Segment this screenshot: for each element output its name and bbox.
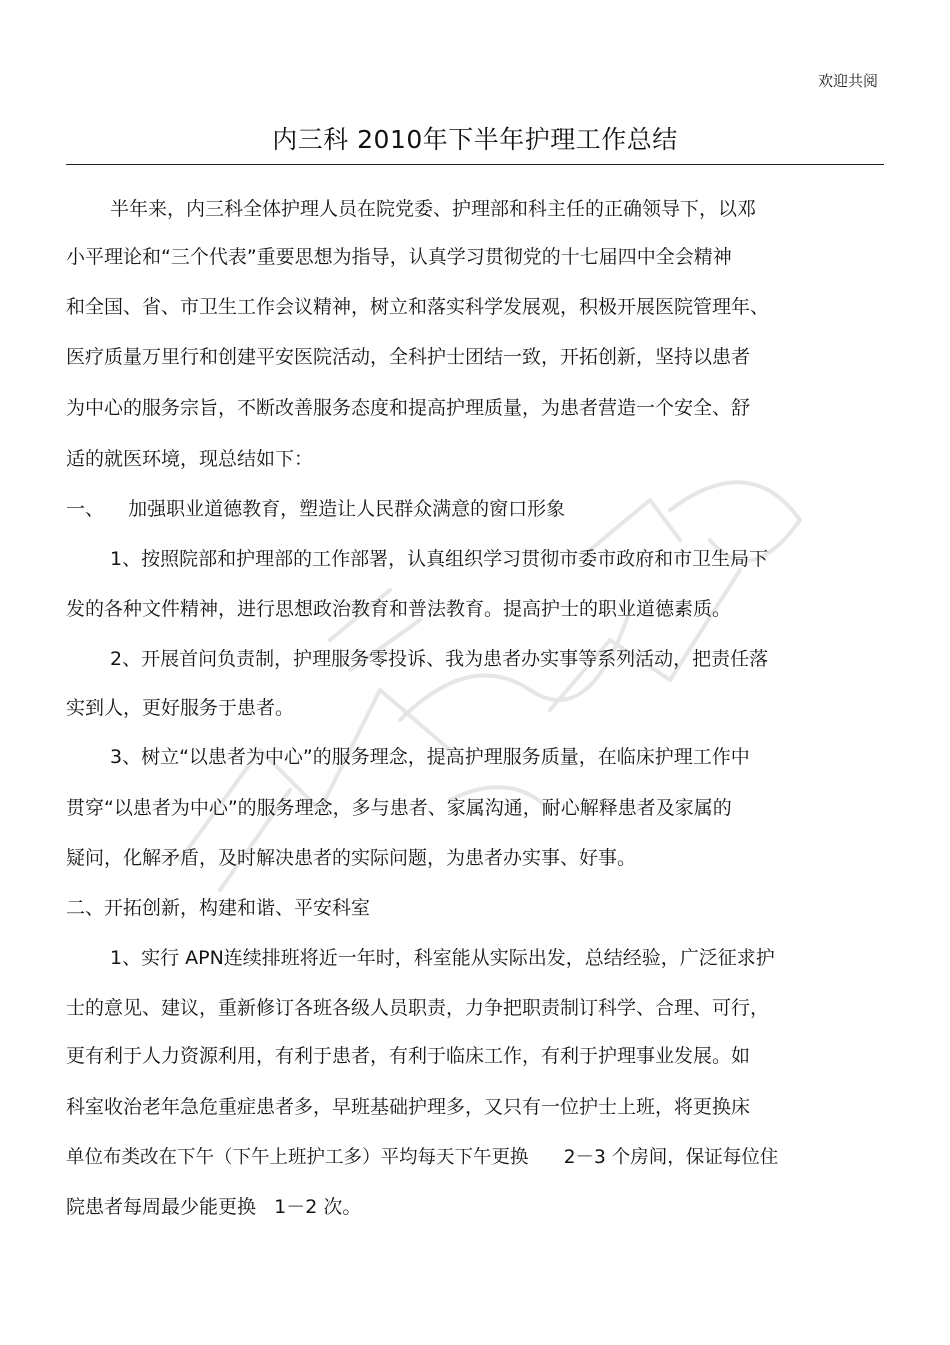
paragraph-line: 疑问，化解矛盾，及时解决患者的实际问题，为患者办实事、好事。 [66,847,637,869]
paragraph-line: 为中心的服务宗旨，不断改善服务态度和提高护理质量，为患者营造一个安全、舒 [66,397,751,419]
paragraph-line: 1、实行 APN连续排班将近一年时，科室能从实际出发，总结经验，广泛征求护 [110,947,775,969]
paragraph-line: 科室收治老年急危重症患者多，早班基础护理多，又只有一位护士上班，将更换床 [66,1096,751,1118]
paragraph-line: 半年来，内三科全体护理人员在院党委、护理部和科主任的正确领导下，以邓 [110,198,757,220]
paragraph-line: 贯穿“以患者为中心”的服务理念，多与患者、家属沟通，耐心解释患者及家属的 [66,797,732,819]
paragraph-line: 3、树立“以患者为中心”的服务理念，提高护理服务质量，在临床护理工作中 [110,746,750,768]
paragraph-line: 医疗质量万里行和创建平安医院活动，全科护士团结一致，开拓创新，坚持以患者 [66,346,751,368]
document-title: 内三科 2010年下半年护理工作总结 [272,125,678,154]
paragraph-line: 适的就医环境，现总结如下： [66,448,314,470]
paragraph-line: 2、开展首问负责制，护理服务零投诉、我为患者办实事等系列活动，把责任落 [110,648,769,670]
section-heading: 一、 加强职业道德教育，塑造让人民群众满意的窗口形象 [66,498,566,520]
paragraph-line: 实到人，更好服务于患者。 [66,697,295,719]
paragraph-line: 发的各种文件精神，进行思想政治教育和普法教育。提高护士的职业道德素质。 [66,598,732,620]
header-note: 欢迎共阅 [817,72,878,90]
paragraph-line: 和全国、省、市卫生工作会议精神，树立和落实科学发展观，积极开展医院管理年、 [66,296,770,318]
section-heading: 二、开拓创新，构建和谐、平安科室 [66,897,371,919]
paragraph-line: 士的意见、建议，重新修订各班各级人员职责，力争把职责制订科学、合理、可行， [66,997,770,1019]
paragraph-line: 1、按照院部和护理部的工作部署，认真组织学习贯彻市委市政府和市卫生局下 [110,548,769,570]
title-divider [66,164,884,165]
paragraph-line: 更有利于人力资源利用，有利于患者，有利于临床工作，有利于护理事业发展。如 [66,1045,751,1067]
paragraph-line: 小平理论和“三个代表”重要思想为指导，认真学习贯彻党的十七届四中全会精神 [66,246,732,268]
paragraph-line: 单位布类改在下午（下午上班护工多）平均每天下午更换 2－3 个房间，保证每位住 [66,1147,779,1168]
paragraph-line: 院患者每周最少能更换 1－2 次。 [66,1196,362,1218]
